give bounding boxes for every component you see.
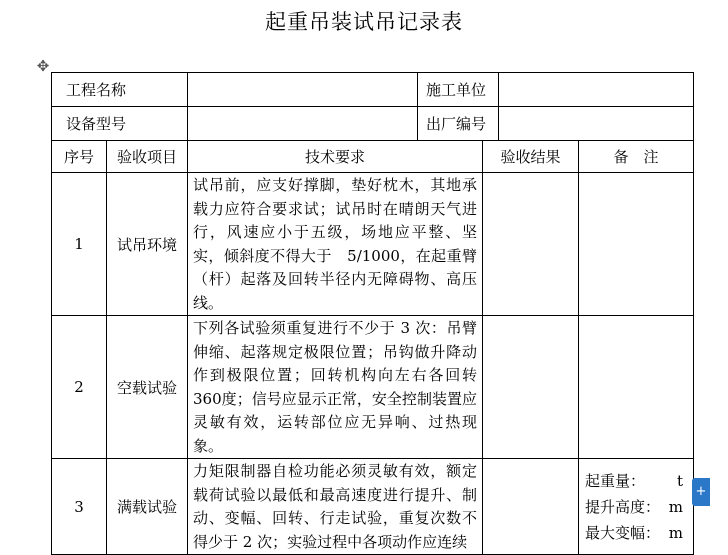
table-row <box>52 316 694 459</box>
max-amplitude-line <box>585 520 689 546</box>
row-result-field[interactable] <box>483 316 579 459</box>
table-header-row <box>52 141 694 173</box>
table-row <box>52 459 694 555</box>
row-result-field[interactable] <box>483 459 579 555</box>
row-remarks-field[interactable] <box>579 316 694 459</box>
header-requirement: 技术要求 <box>188 141 483 173</box>
row-no: 1 <box>52 173 107 316</box>
equipment-model-field[interactable] <box>188 107 418 141</box>
header-remarks: 备 注 <box>579 141 694 173</box>
expand-plus-icon[interactable]: + <box>692 478 710 506</box>
row-requirement: 力矩限制器自检功能必须灵敏有效，额定载荷试验以最低和最高速度进行提升、制动、变幅、回转、行走试验，重复次数不得少于 2 次；实验过程中各项动作应连续 <box>188 459 483 555</box>
inspection-record-table <box>51 72 694 555</box>
row-result-field[interactable] <box>483 173 579 316</box>
max-amplitude-label: 最大变幅： <box>585 523 661 542</box>
construction-unit-label: 施工单位 <box>418 73 499 107</box>
row-no: 2 <box>52 316 107 459</box>
lifting-weight-unit: t <box>677 471 684 490</box>
project-info-row <box>52 73 694 107</box>
header-item: 验收项目 <box>107 141 188 173</box>
lifting-height-line <box>585 494 689 520</box>
equipment-info-row <box>52 107 694 141</box>
row-requirement: 试吊前，应支好撑脚，垫好枕木，其地承载力应符合要求试；试吊时在晴朗天气进行，风速应小于五级，场地应平整、坚实，倾斜度不得大于 5/1000，在起重臂（杆）起落及回转半径内无障碍物、高压线。 <box>188 173 483 316</box>
row-item: 试吊环境 <box>107 173 188 316</box>
header-result: 验收结果 <box>483 141 579 173</box>
project-name-label: 工程名称 <box>52 73 188 107</box>
equipment-model-label: 设备型号 <box>52 107 188 141</box>
lifting-height-label: 提升高度： <box>585 497 661 516</box>
row-item: 空载试验 <box>107 316 188 459</box>
row-requirement: 下列各试验须重复进行不少于 3 次：吊臂伸缩、起落规定极限位置；吊钩做升降动作到极限位置；回转机构向左右各回转 360度；信号应显示正常，安全控制装置应灵敏有效，运转部位应无异响、过热现象。 <box>188 316 483 459</box>
construction-unit-field[interactable] <box>499 73 694 107</box>
row-remarks-field[interactable] <box>579 173 694 316</box>
table-move-handle-icon[interactable]: ✥ <box>36 57 50 75</box>
row-item: 满载试验 <box>107 459 188 555</box>
lifting-weight-label: 起重量： <box>585 471 646 490</box>
max-amplitude-unit: m <box>668 523 684 542</box>
table-row <box>52 173 694 316</box>
project-name-field[interactable] <box>188 73 418 107</box>
factory-number-field[interactable] <box>499 107 694 141</box>
document-title: 起重吊装试吊记录表 <box>265 10 463 34</box>
row-remarks-field[interactable] <box>579 459 694 555</box>
lifting-weight-line <box>585 468 689 494</box>
header-no: 序号 <box>52 141 107 173</box>
row-no: 3 <box>52 459 107 555</box>
lifting-height-unit: m <box>668 497 684 516</box>
factory-number-label: 出厂编号 <box>418 107 499 141</box>
